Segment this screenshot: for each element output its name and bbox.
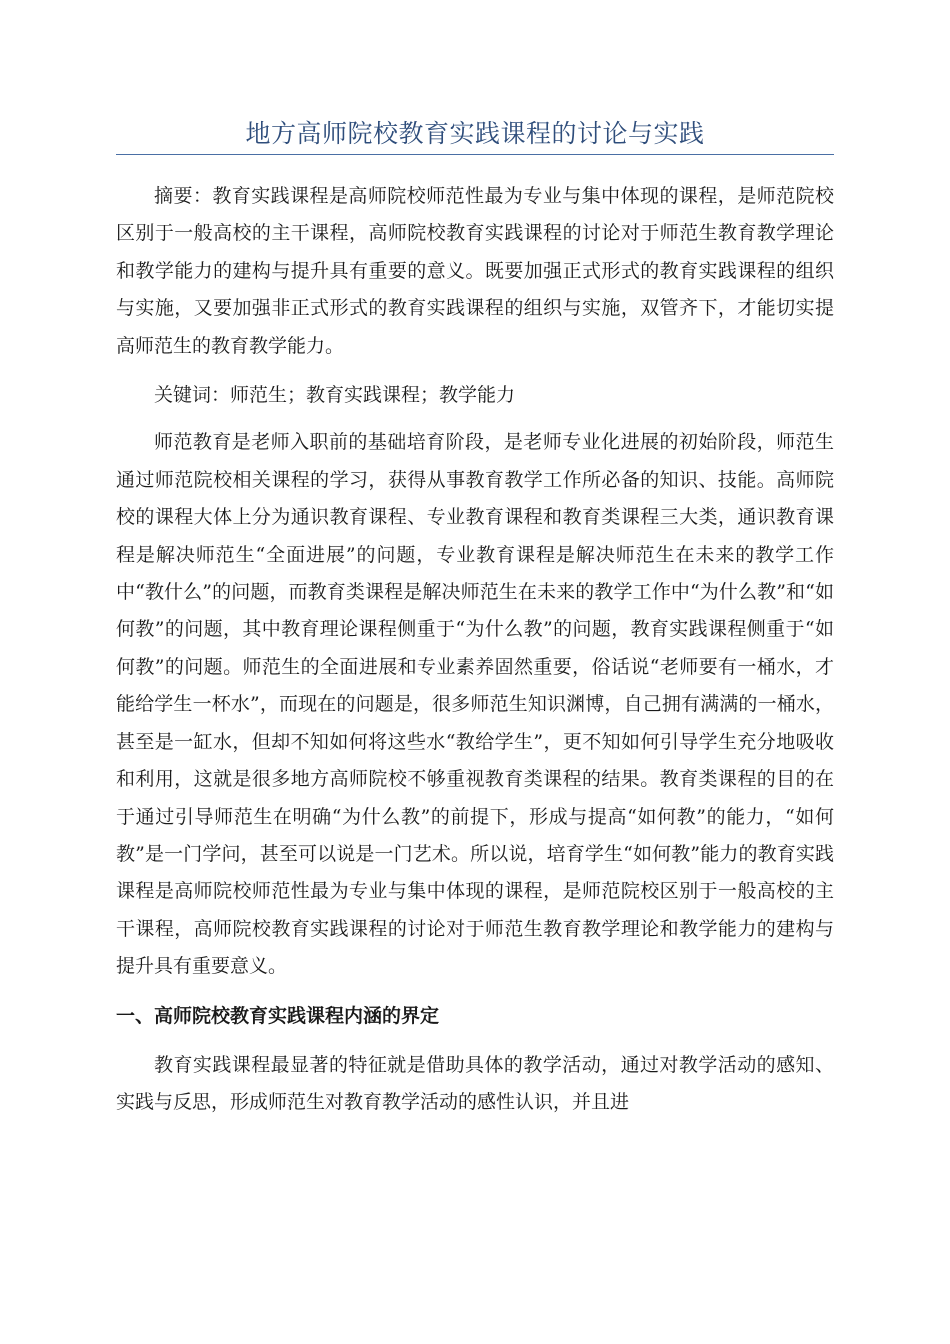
section-paragraph: 教育实践课程最显著的特征就是借助具体的教学活动，通过对教学活动的感知、实践与反思，形成师范生对教育教学活动的感性认识，并且进 [116, 1053, 834, 1113]
keywords-line: 关键词：师范生；教育实践课程；教学能力 [154, 384, 516, 407]
intro-paragraph: 师范教育是老师入职前的基础培育阶段，是老师专业化进展的初始阶段，师范生通过师范院校相关课程的学习，获得从事教育教学工作所必备的知识、技能。高师院校的课程大体上分为通识教育课程、专业教育课程和教育类课程三大类，通识教育课程是解决师范生“全面进展”的问题，专业教育课程是解决师范生在未来的教学工作中“教什么”的问题，而教育类课程是解决师范生在未来的教学工作中“为什么教”和“如何教”的问题，其中教育理论课程侧重于“为什么教”的问题，教育实践课程侧重于“如何教”的问题。师范生的全面进展和专业素养固然重要，俗话说“老师要有一桶水，才能给学生一杯水”，而现在的问题是，很多师范生知识渊博，自己拥有满满的一桶水，甚至是一缸水，但却不知如何将这些水“教给学生”，更不知如何引导学生充分地吸收和利用，这就是很多地方高师院校不够重视教育类课程的结果。教育类课程的目的在于通过引导师范生在明确“为什么教”的前提下，形成与提高“如何教”的能力，“如何教”是一门学问，甚至可以说是一门艺术。所以说，培育学生“如何教”能力的教育实践课程是高师院校师范性最为专业与集中体现的课程，是师范院校区别于一般高校的主干课程，高师院校教育实践课程的讨论对于师范生教育教学理论和教学能力的建构与提升具有重要意义。 [116, 431, 834, 978]
document-body [116, 178, 834, 1133]
title-underline [116, 154, 834, 155]
abstract-paragraph: 摘要：教育实践课程是高师院校师范性最为专业与集中体现的课程，是师范院校区别于一般高校的主干课程，高师院校教育实践课程的讨论对于师范生教育教学理论和教学能力的建构与提升具有重要的意义。既要加强正式形式的教育实践课程的组织与实施，又要加强非正式形式的教育实践课程的组织与实施，双管齐下，才能切实提高师范生的教育教学能力。 [116, 185, 834, 357]
document-title: 地方高师院校教育实践课程的讨论与实践 [245, 119, 705, 148]
section-heading: 一、高师院校教育实践课程内涵的界定 [116, 1004, 440, 1027]
